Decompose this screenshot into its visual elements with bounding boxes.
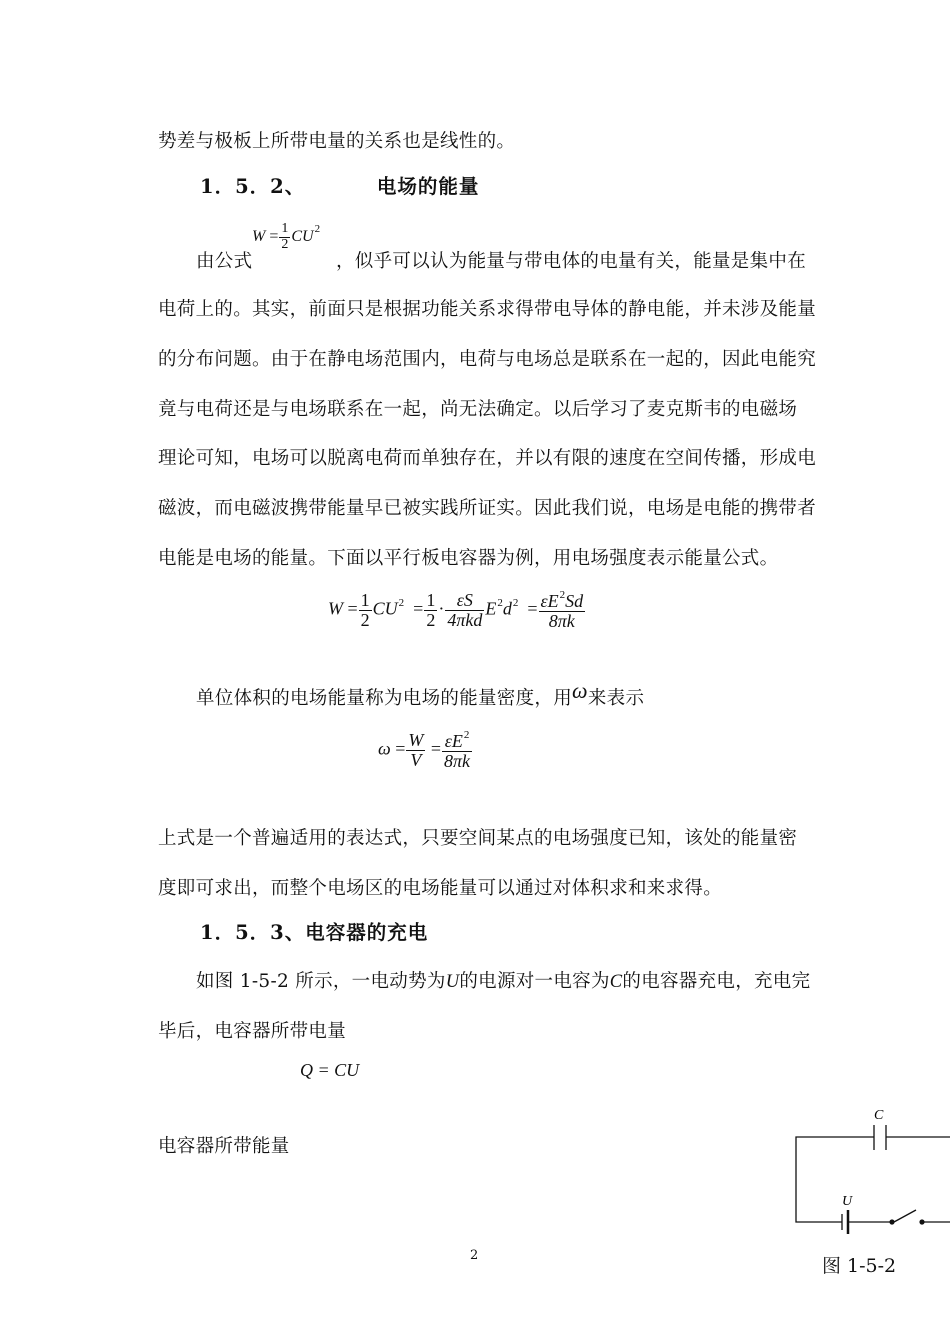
- text-line: 电能是电场的能量。下面以平行板电容器为例，用电场强度表示能量公式。: [158, 548, 779, 569]
- formula-denominator: 2: [426, 609, 436, 630]
- formula-numerator: εS: [445, 591, 484, 611]
- formula-capacitor-energy: W = $\frac{1}{2}$ $CU^2$ = $\frac{1}{2}$ · $\frac{\varepsilon S}{\text{4πkd}}$ $E^2d^2$ = $\frac{\varepsilon E^2Sd}{8\pi k}$: [328, 589, 584, 631]
- capacitor-label: C: [874, 1108, 884, 1123]
- formula-numerator: 1: [426, 590, 436, 610]
- formula-numerator: W: [408, 730, 424, 750]
- text-fragment: 来表示: [587, 688, 645, 709]
- section-number: 1．5．2、: [200, 175, 306, 198]
- text-line: 上式是一个普遍适用的表达式，只要空间某点的电场强度已知，该处的能量密: [158, 828, 798, 849]
- figure-caption: 图 1-5-2: [822, 1255, 897, 1277]
- formula-exponent: 2: [314, 222, 321, 235]
- formula-exponent: 2: [398, 596, 405, 609]
- symbol-c: C: [609, 972, 623, 992]
- section-heading-1-5-3: 1．5．3、电容器的充电: [200, 921, 429, 944]
- text-line: 电容器所带能量: [158, 1136, 290, 1157]
- omega-symbol: ω: [572, 678, 588, 703]
- circuit-diagram: [790, 1100, 950, 1240]
- formula-numerator: 1: [281, 221, 289, 236]
- text-line: 度即可求出，而整个电场区的电场能量可以通过对体积求和来求得。: [158, 878, 723, 899]
- formula-denominator: 8πk: [444, 750, 471, 771]
- symbol-u: U: [445, 972, 460, 992]
- formula-symbol: C: [372, 598, 385, 619]
- text-line: 毕后，电容器所带电量: [158, 1021, 347, 1042]
- text-line: 竟与电荷还是与电场联系在一起，尚无法确定。以后学习了麦克斯韦的电磁场: [158, 399, 798, 420]
- text-line: ，似乎可以认为能量与带电体的电量有关，能量是集中在: [336, 251, 807, 272]
- switch-lever: [894, 1210, 916, 1222]
- circuit-wire: [796, 1137, 874, 1222]
- formula-denominator: 2: [281, 236, 289, 252]
- text-line: 磁波，而电磁波携带能量早已被实践所证实。因此我们说，电场是电能的携带者: [158, 498, 817, 519]
- formula-symbol: W: [252, 227, 266, 245]
- text-line: 势差与极板上所带电量的关系也是线性的。: [158, 131, 516, 152]
- formula-exponent: 2: [512, 596, 519, 609]
- section-title: 电场的能量: [376, 175, 480, 198]
- text-line: 理论可知，电场可以脱离电荷而单独存在，并以有限的速度在空间传播，形成电: [158, 448, 817, 469]
- inline-formula-energy: W = $\frac{1}{2}$ $CU^2$: [252, 221, 321, 252]
- formula-exponent: 2: [559, 589, 566, 601]
- section-heading-1-5-2: [200, 171, 479, 199]
- page-number: 2: [470, 1248, 479, 1263]
- source-label: U: [842, 1194, 853, 1209]
- text-line: [196, 247, 252, 273]
- text-fragment: 单位体积的电场能量称为电场的能量密度，用: [196, 688, 573, 709]
- formula-exponent: 2: [463, 729, 470, 741]
- formula-symbol: W: [328, 598, 343, 619]
- text-fragment: 如图 1-5-2 所示，一电动势为: [196, 971, 446, 992]
- formula-denominator: 8πk: [548, 610, 575, 631]
- formula-numerator: Sd: [565, 591, 584, 611]
- text-line: 电荷上的。其实，前面只是根据功能关系求得带电导体的静电能，并未涉及能量: [158, 299, 817, 320]
- text-fragment: 由公式: [196, 251, 253, 272]
- formula-denominator: 4πkd: [447, 609, 483, 630]
- text-fragment: 的电源对一电容为: [459, 971, 610, 992]
- formula-charge: Q = CU: [300, 1060, 360, 1080]
- text-fragment: 的电容器充电，充电完: [622, 971, 811, 992]
- formula-symbol: C: [291, 227, 303, 245]
- formula-symbol: d: [502, 598, 512, 619]
- formula-energy-density: ω = $\frac{W}{V}$ = $\frac{\varepsilon E^2}{8\pi k}$: [378, 729, 471, 771]
- formula-symbol: U: [384, 598, 398, 619]
- formula-denominator: 2: [360, 609, 370, 630]
- switch-contact: [889, 1219, 894, 1224]
- text-line: 的分布问题。由于在静电场范围内，电荷与电场总是联系在一起的，因此电能究: [158, 349, 817, 370]
- formula-denominator: V: [410, 749, 422, 770]
- formula-numerator: εE: [444, 731, 463, 751]
- formula-exponent: 2: [497, 596, 503, 609]
- formula-numerator: 1: [360, 590, 370, 610]
- formula-symbol: U: [302, 227, 314, 245]
- text-line: [196, 967, 810, 993]
- formula-symbol: ω: [378, 738, 391, 759]
- text-line: [196, 678, 645, 710]
- formula-symbol: E: [485, 598, 497, 619]
- formula-numerator: εE: [540, 591, 559, 611]
- switch-contact: [919, 1219, 924, 1224]
